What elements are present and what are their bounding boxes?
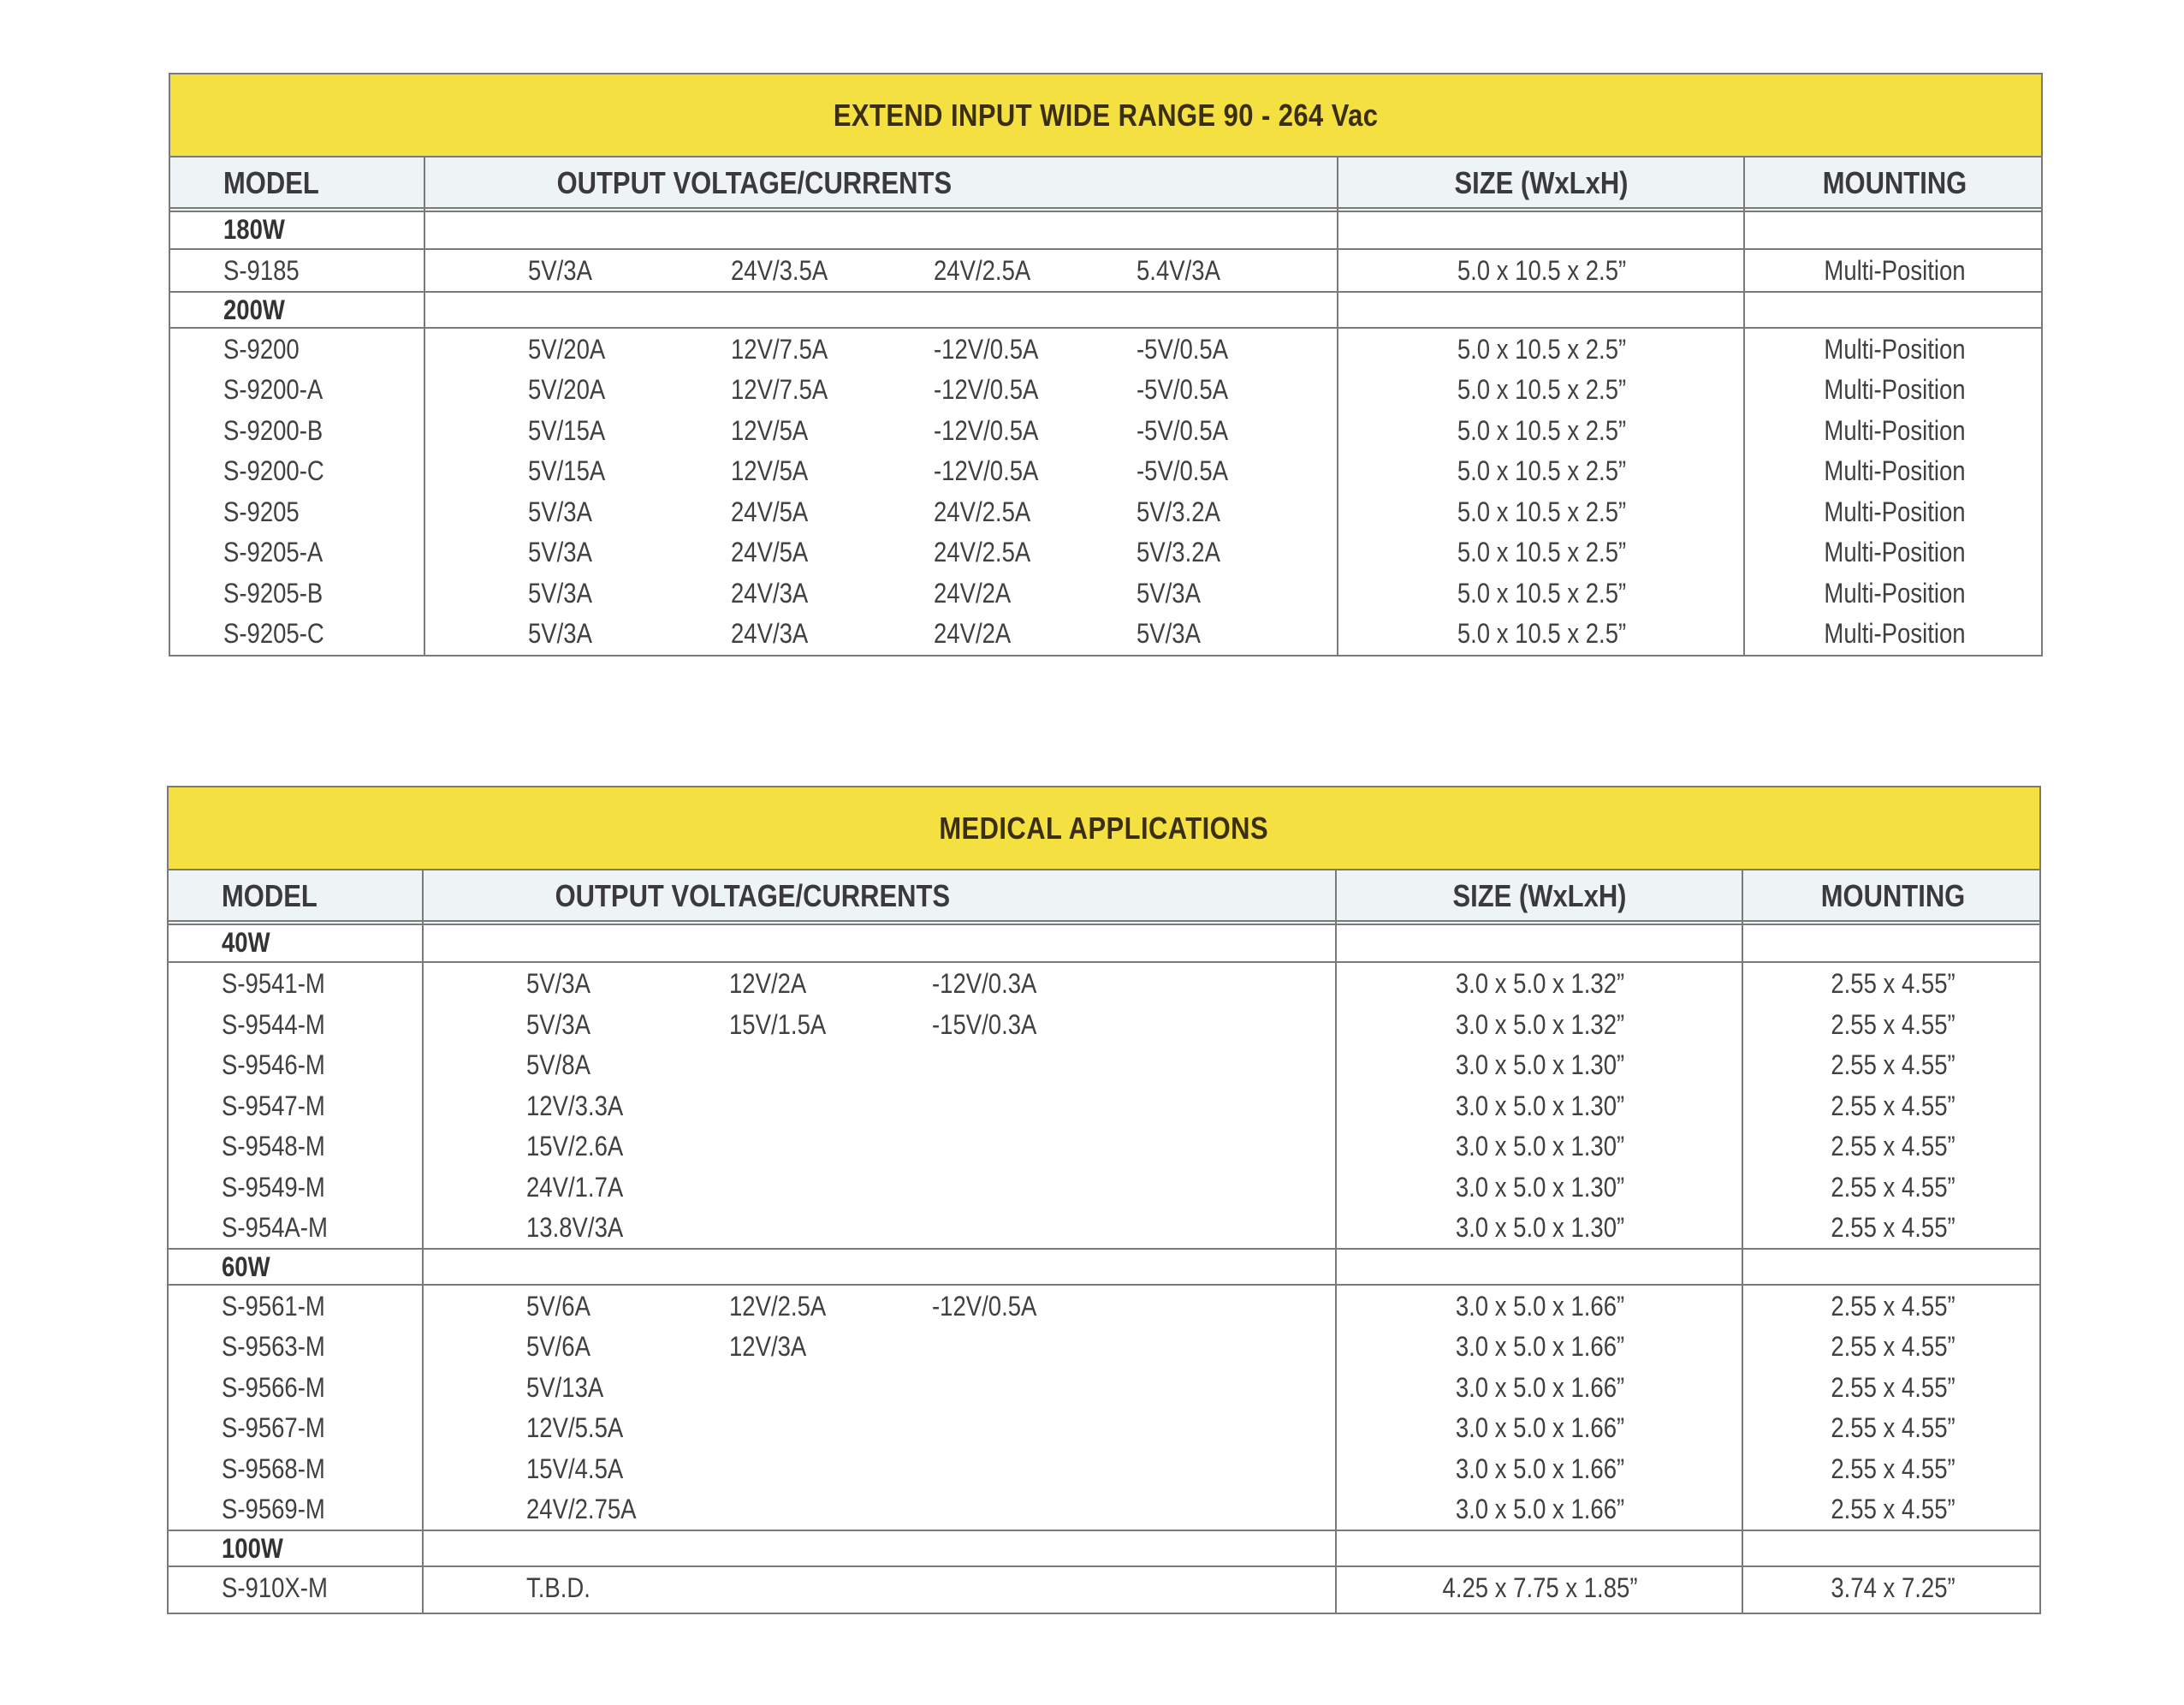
model-cell: S-9567-M xyxy=(222,1412,325,1443)
output-cell: 5V/3A xyxy=(1137,618,1201,649)
header-model: MODEL xyxy=(222,878,318,913)
model-cell: S-9548-M xyxy=(222,1131,325,1161)
output-cell: 5V/8A xyxy=(526,1049,591,1080)
header-size: SIZE (WxLxH) xyxy=(1455,165,1629,200)
output-cell: 24V/2.5A xyxy=(934,496,1031,527)
output-cell: -5V/0.5A xyxy=(1137,455,1229,486)
output-cell: 24V/2.5A xyxy=(934,537,1031,567)
table-body xyxy=(169,925,2039,1607)
mounting-cell: 2.55 x 4.55” xyxy=(1831,1412,1956,1443)
table-row xyxy=(170,491,2041,532)
mounting-cell: Multi-Position xyxy=(1824,414,1966,446)
table-body xyxy=(170,212,2041,654)
size-cell: 3.0 x 5.0 x 1.30” xyxy=(1455,1131,1625,1161)
table-row xyxy=(169,963,2039,1004)
group-label: 100W xyxy=(222,1532,283,1564)
size-cell: 5.0 x 10.5 x 2.5” xyxy=(1457,496,1627,527)
output-cell: 24V/2.75A xyxy=(526,1494,637,1524)
spec-table-extend-input xyxy=(169,73,2043,656)
output-cell: 12V/2.5A xyxy=(729,1290,827,1322)
output-cell: 5V/6A xyxy=(526,1290,591,1322)
output-cell: 24V/3A xyxy=(731,577,809,609)
size-cell: 3.0 x 5.0 x 1.30” xyxy=(1455,1171,1625,1203)
output-cell: 5V/3A xyxy=(526,1008,591,1040)
mounting-cell: Multi-Position xyxy=(1824,537,1966,567)
size-cell: 5.0 x 10.5 x 2.5” xyxy=(1457,577,1627,609)
output-cell: 5V/15A xyxy=(528,414,606,446)
output-cell: 5V/3A xyxy=(1137,577,1201,609)
table-row xyxy=(170,250,2041,293)
mounting-cell: Multi-Position xyxy=(1824,255,1966,286)
table-row xyxy=(169,1326,2039,1367)
output-cell: -12V/0.5A xyxy=(934,455,1039,486)
size-cell: 3.0 x 5.0 x 1.30” xyxy=(1455,1049,1625,1080)
table-header-row xyxy=(170,157,2041,212)
table-row xyxy=(169,1004,2039,1045)
header-model: MODEL xyxy=(223,165,319,200)
table-row xyxy=(169,1567,2039,1608)
output-cell: 5V/20A xyxy=(528,374,606,405)
output-cell: 12V/3.3A xyxy=(526,1090,624,1121)
column-divider xyxy=(1743,156,1745,655)
table-title: MEDICAL APPLICATIONS xyxy=(169,787,2039,870)
size-cell: 3.0 x 5.0 x 1.32” xyxy=(1455,1008,1625,1040)
output-cell: 24V/5A xyxy=(731,537,809,567)
group-label: 40W xyxy=(222,927,270,958)
output-cell: 12V/5A xyxy=(731,455,809,486)
size-cell: 5.0 x 10.5 x 2.5” xyxy=(1457,255,1627,286)
output-cell: 5V/3A xyxy=(528,537,592,567)
spec-table-medical xyxy=(167,786,2041,1614)
table-row xyxy=(170,532,2041,573)
header-output: OUTPUT VOLTAGE/CURRENTS xyxy=(556,165,953,200)
model-cell: S-9544-M xyxy=(222,1008,325,1040)
column-divider xyxy=(1335,869,1337,1613)
size-cell: 5.0 x 10.5 x 2.5” xyxy=(1457,537,1627,567)
table-row xyxy=(169,1407,2039,1448)
table-row xyxy=(170,329,2041,370)
model-cell: S-9568-M xyxy=(222,1453,325,1484)
output-cell: 15V/2.6A xyxy=(526,1131,624,1161)
size-cell: 3.0 x 5.0 x 1.66” xyxy=(1455,1453,1625,1484)
column-divider xyxy=(422,869,424,1613)
model-cell: S-9200 xyxy=(223,333,300,365)
header-output: OUTPUT VOLTAGE/CURRENTS xyxy=(555,878,951,913)
mounting-cell: 2.55 x 4.55” xyxy=(1831,1171,1956,1203)
mounting-cell: 2.55 x 4.55” xyxy=(1831,1290,1956,1322)
size-cell: 5.0 x 10.5 x 2.5” xyxy=(1457,414,1627,446)
output-cell: 5V/3A xyxy=(528,618,592,649)
column-divider xyxy=(1337,156,1338,655)
group-row xyxy=(169,925,2039,963)
output-cell: -5V/0.5A xyxy=(1137,333,1229,365)
output-cell: 5V/3A xyxy=(528,496,592,527)
mounting-cell: Multi-Position xyxy=(1824,374,1966,405)
size-cell: 3.0 x 5.0 x 1.32” xyxy=(1455,968,1625,999)
table-row xyxy=(169,1367,2039,1408)
model-cell: S-9200-C xyxy=(223,455,324,486)
output-cell: 5V/3A xyxy=(526,968,591,999)
output-cell: 5V/3.2A xyxy=(1137,537,1220,567)
output-cell: 5V/20A xyxy=(528,333,606,365)
size-cell: 3.0 x 5.0 x 1.30” xyxy=(1455,1090,1625,1121)
mounting-cell: Multi-Position xyxy=(1824,577,1966,609)
output-cell: 24V/3A xyxy=(731,618,809,649)
table-row xyxy=(169,1126,2039,1167)
table-row xyxy=(169,1167,2039,1208)
table-row xyxy=(170,369,2041,410)
mounting-cell: 2.55 x 4.55” xyxy=(1831,1331,1956,1362)
output-cell: 15V/4.5A xyxy=(526,1453,624,1484)
table-row xyxy=(169,1044,2039,1085)
output-cell: 12V/7.5A xyxy=(731,333,828,365)
output-cell: 12V/7.5A xyxy=(731,374,828,405)
mounting-cell: Multi-Position xyxy=(1824,455,1966,486)
output-cell: -12V/0.3A xyxy=(932,968,1037,999)
model-cell: S-9200-B xyxy=(223,414,323,446)
output-cell: 5V/3A xyxy=(528,255,592,286)
output-cell: 24V/5A xyxy=(731,496,809,527)
size-cell: 3.0 x 5.0 x 1.66” xyxy=(1455,1290,1625,1322)
output-cell: 12V/5.5A xyxy=(526,1412,624,1443)
model-cell: S-9205-C xyxy=(223,618,324,649)
size-cell: 3.0 x 5.0 x 1.66” xyxy=(1455,1494,1625,1524)
size-cell: 3.0 x 5.0 x 1.66” xyxy=(1455,1371,1625,1403)
table-row xyxy=(170,573,2041,614)
model-cell: S-9205-A xyxy=(223,537,323,567)
group-label: 180W xyxy=(223,214,285,245)
output-cell: 12V/2A xyxy=(729,968,807,999)
table-title: EXTEND INPUT WIDE RANGE 90 - 264 Vac xyxy=(170,74,2041,157)
mounting-cell: 2.55 x 4.55” xyxy=(1831,1008,1956,1040)
output-cell: 13.8V/3A xyxy=(526,1212,624,1243)
size-cell: 3.0 x 5.0 x 1.66” xyxy=(1455,1331,1625,1362)
output-cell: 5V/6A xyxy=(526,1331,591,1362)
output-cell: 5.4V/3A xyxy=(1137,255,1220,286)
group-row xyxy=(170,212,2041,250)
group-label: 200W xyxy=(223,294,285,325)
model-cell: S-9547-M xyxy=(222,1090,325,1121)
column-divider xyxy=(424,156,425,655)
output-cell: -12V/0.5A xyxy=(934,414,1039,446)
size-cell: 3.0 x 5.0 x 1.30” xyxy=(1455,1212,1625,1243)
mounting-cell: Multi-Position xyxy=(1824,618,1966,649)
header-mounting: MOUNTING xyxy=(1822,165,1967,200)
mounting-cell: 2.55 x 4.55” xyxy=(1831,968,1956,999)
output-cell: 12V/5A xyxy=(731,414,809,446)
header-mounting: MOUNTING xyxy=(1820,878,1966,913)
size-cell: 5.0 x 10.5 x 2.5” xyxy=(1457,333,1627,365)
mounting-cell: Multi-Position xyxy=(1824,496,1966,527)
size-cell: 5.0 x 10.5 x 2.5” xyxy=(1457,618,1627,649)
table-row xyxy=(169,1448,2039,1489)
output-cell: 5V/15A xyxy=(528,455,606,486)
mounting-cell: 3.74 x 7.25” xyxy=(1831,1571,1956,1603)
mounting-cell: 2.55 x 4.55” xyxy=(1831,1049,1956,1080)
output-cell: T.B.D. xyxy=(526,1571,591,1603)
mounting-cell: 2.55 x 4.55” xyxy=(1831,1494,1956,1524)
size-cell: 5.0 x 10.5 x 2.5” xyxy=(1457,455,1627,486)
model-cell: S-9569-M xyxy=(222,1494,325,1524)
output-cell: 24V/3.5A xyxy=(731,255,828,286)
output-cell: -15V/0.3A xyxy=(932,1008,1037,1040)
mounting-cell: 2.55 x 4.55” xyxy=(1831,1212,1956,1243)
output-cell: 5V/3.2A xyxy=(1137,496,1220,527)
model-cell: S-9200-A xyxy=(223,374,323,405)
table-row xyxy=(169,1207,2039,1250)
output-cell: 5V/13A xyxy=(526,1371,604,1403)
output-cell: 5V/3A xyxy=(528,577,592,609)
table-header-row xyxy=(169,870,2039,925)
mounting-cell: 2.55 x 4.55” xyxy=(1831,1131,1956,1161)
output-cell: -12V/0.5A xyxy=(934,333,1039,365)
output-cell: -5V/0.5A xyxy=(1137,374,1229,405)
model-cell: S-9205 xyxy=(223,496,300,527)
group-row xyxy=(169,1250,2039,1286)
group-row xyxy=(170,293,2041,329)
output-cell: -12V/0.5A xyxy=(932,1290,1037,1322)
model-cell: S-9561-M xyxy=(222,1290,325,1322)
size-cell: 5.0 x 10.5 x 2.5” xyxy=(1457,374,1627,405)
model-cell: S-9541-M xyxy=(222,968,325,999)
column-divider xyxy=(1742,869,1743,1613)
table-row xyxy=(170,613,2041,654)
model-cell: S-9549-M xyxy=(222,1171,325,1203)
model-cell: S-954A-M xyxy=(222,1212,328,1243)
size-cell: 4.25 x 7.75 x 1.85” xyxy=(1442,1571,1638,1603)
header-size: SIZE (WxLxH) xyxy=(1453,878,1627,913)
model-cell: S-910X-M xyxy=(222,1571,328,1603)
model-cell: S-9546-M xyxy=(222,1049,325,1080)
model-cell: S-9563-M xyxy=(222,1331,325,1362)
model-cell: S-9185 xyxy=(223,255,300,286)
output-cell: 24V/1.7A xyxy=(526,1171,624,1203)
table-row xyxy=(169,1488,2039,1531)
model-cell: S-9205-B xyxy=(223,577,323,609)
model-cell: S-9566-M xyxy=(222,1371,325,1403)
group-label: 60W xyxy=(222,1251,270,1282)
mounting-cell: 2.55 x 4.55” xyxy=(1831,1371,1956,1403)
mounting-cell: Multi-Position xyxy=(1824,333,1966,365)
mounting-cell: 2.55 x 4.55” xyxy=(1831,1453,1956,1484)
output-cell: 24V/2A xyxy=(934,577,1012,609)
group-row xyxy=(169,1531,2039,1567)
output-cell: -5V/0.5A xyxy=(1137,414,1229,446)
output-cell: 24V/2A xyxy=(934,618,1012,649)
mounting-cell: 2.55 x 4.55” xyxy=(1831,1090,1956,1121)
output-cell: 15V/1.5A xyxy=(729,1008,827,1040)
size-cell: 3.0 x 5.0 x 1.66” xyxy=(1455,1412,1625,1443)
table-row xyxy=(169,1286,2039,1327)
table-row xyxy=(170,450,2041,491)
table-row xyxy=(170,410,2041,451)
output-cell: -12V/0.5A xyxy=(934,374,1039,405)
table-row xyxy=(169,1085,2039,1126)
output-cell: 24V/2.5A xyxy=(934,255,1031,286)
output-cell: 12V/3A xyxy=(729,1331,807,1362)
